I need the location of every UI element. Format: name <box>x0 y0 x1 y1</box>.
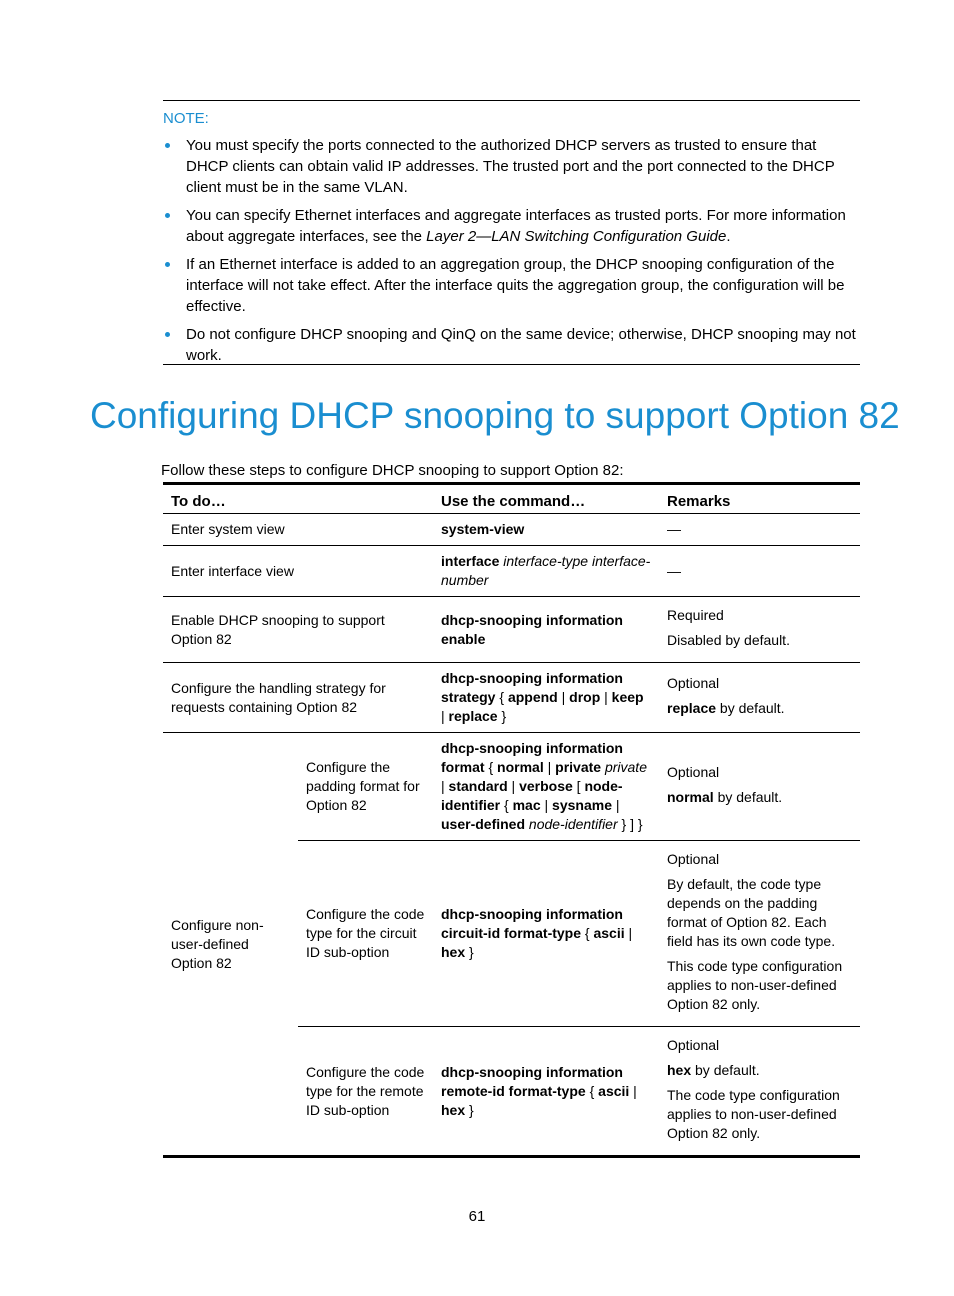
table-header-row <box>163 484 860 514</box>
todo-cell: Configure the handling strategy for requests containing Option 82 <box>163 663 433 733</box>
subtask-cell: Configure the padding format for Option 82 <box>298 733 433 841</box>
guide-reference: Layer 2—LAN Switching Configuration Guide <box>426 228 727 245</box>
remark-cell: Required Disabled by default. <box>659 597 860 663</box>
command-cell: system-view <box>433 514 659 546</box>
note-box <box>163 100 860 365</box>
command-cell: dhcp-snooping information circuit-id format-type { ascii | hex } <box>433 841 659 1027</box>
remark-cell: Optional replace by default. <box>659 663 860 733</box>
table-row <box>163 597 860 663</box>
table-row <box>163 663 860 733</box>
todo-cell: Enter interface view <box>163 546 433 597</box>
command-cell: dhcp-snooping information enable <box>433 597 659 663</box>
header-remarks: Remarks <box>659 484 860 514</box>
header-command: Use the command… <box>433 484 659 514</box>
todo-cell: Enter system view <box>163 514 433 546</box>
bullet-icon <box>165 332 170 337</box>
note-item: You must specify the ports connected to the authorized DHCP servers as trusted to ensure that DHCP clients can obtain valid IP addresses. The trusted port and the port connected to the DHCP client must be in the same VLAN. <box>163 135 860 198</box>
header-todo: To do… <box>163 484 433 514</box>
subtask-cell: Configure the code type for the remote ID sub-option <box>298 1027 433 1157</box>
bullet-icon <box>165 262 170 267</box>
command-cell: dhcp-snooping information format { normal | private private | standard | verbose [ node-identifier { mac | sysname | user-defined node-identifier } ] } <box>433 733 659 841</box>
page-number: 61 <box>468 1208 486 1225</box>
table-row <box>163 546 860 597</box>
bullet-icon <box>165 213 170 218</box>
note-label: NOTE: <box>163 110 209 127</box>
group-label-cell: Configure non-user-defined Option 82 <box>163 733 298 1157</box>
table-row <box>163 733 860 841</box>
remark-cell: — <box>659 514 860 546</box>
command-cell: dhcp-snooping information remote-id format-type { ascii | hex } <box>433 1027 659 1157</box>
note-item: You can specify Ethernet interfaces and aggregate interfaces as trusted ports. For more information about aggregate interfaces, see the Layer 2—LAN Switching Configuration Guide. <box>163 205 860 247</box>
intro-text: Follow these steps to configure DHCP snooping to support Option 82: <box>161 462 624 479</box>
remark-cell: Optional hex by default. The code type configuration applies to non-user-defined Option 82 only. <box>659 1027 860 1157</box>
command-cell: interface interface-type interface-number <box>433 546 659 597</box>
todo-cell: Enable DHCP snooping to support Option 82 <box>163 597 433 663</box>
remark-cell: — <box>659 546 860 597</box>
note-item: If an Ethernet interface is added to an aggregation group, the DHCP snooping configuration of the interface will not take effect. After the interface quits the aggregation group, the configuration will be effective. <box>163 254 860 317</box>
config-steps-table <box>163 482 860 1158</box>
command-cell: dhcp-snooping information strategy { append | drop | keep | replace } <box>433 663 659 733</box>
remark-cell: Optional normal by default. <box>659 733 860 841</box>
remark-cell: Optional By default, the code type depends on the padding format of Option 82. Each field has its own code type. This code type configuration applies to non-user-defined Option 82 only. <box>659 841 860 1027</box>
table-row <box>163 514 860 546</box>
section-heading: Configuring DHCP snooping to support Option 82 <box>90 395 900 436</box>
note-item: Do not configure DHCP snooping and QinQ on the same device; otherwise, DHCP snooping may not work. <box>163 324 860 366</box>
bullet-icon <box>165 143 170 148</box>
note-list <box>163 135 860 373</box>
subtask-cell: Configure the code type for the circuit ID sub-option <box>298 841 433 1027</box>
